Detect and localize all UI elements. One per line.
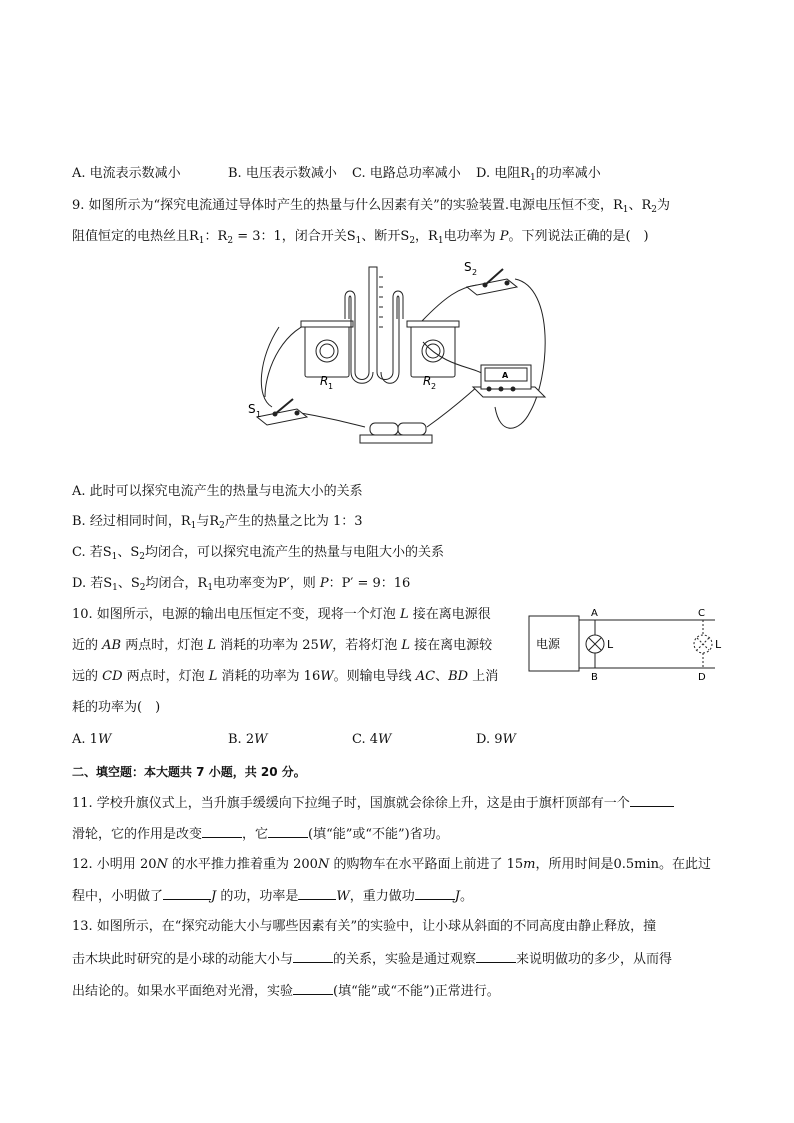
point-c-label: C (698, 608, 705, 619)
variable: AB (102, 638, 122, 653)
answer-blank[interactable] (293, 950, 333, 963)
text: A. 1 (72, 732, 98, 747)
text: 滑轮，它的作用是改变 (72, 827, 203, 842)
subscript: 2 (651, 205, 658, 215)
variable: CD (102, 669, 123, 684)
answer-blank[interactable] (298, 887, 336, 900)
battery-cell (370, 423, 398, 435)
unit: N (317, 857, 330, 872)
text: 为 (657, 198, 671, 213)
ammeter-label: A (502, 371, 509, 380)
subscript: 1 (530, 173, 536, 183)
unit: W (97, 732, 112, 747)
text: ，若将灯泡 (332, 638, 402, 653)
q8-option-b: B. 电压表示数减小 (228, 166, 337, 181)
text: 接在离电源很 (408, 607, 491, 622)
text: 的功，功率是 (216, 889, 299, 904)
answer-blank[interactable] (202, 825, 242, 838)
text: 的水平推力推着重为 200 (167, 857, 318, 872)
label-s1: S (248, 402, 256, 416)
bulb-label-1: L (607, 638, 614, 651)
text: 12. 小明用 20 (72, 857, 157, 872)
label-r2: R (423, 374, 432, 388)
text: (填“能”或“不能”)正常进行。 (333, 984, 500, 999)
wire (265, 321, 317, 397)
subscript: 2 (409, 236, 416, 246)
text: 电功率为 (443, 229, 500, 244)
q13-line1: 13. 如图所示，在“探究动能大小与哪些因素有关”的实验中，让小球从斜面的不同高度由静止释放，撞 (72, 919, 657, 934)
q8-option-d-text-end: 的功率减小 (535, 166, 601, 181)
q10-option-b (228, 731, 267, 749)
text: 出结论的。如果水平面绝对光滑，实验 (72, 984, 294, 999)
text: 、 (435, 669, 449, 684)
subscript: 1 (622, 205, 629, 215)
variable: L (207, 638, 216, 653)
text: B. 经过相同时间，R (72, 514, 191, 529)
text: 产生的热量之比为 1：3 (224, 514, 363, 529)
text: 10. 如图所示，电源的输出电压恒定不变，现将一个灯泡 (72, 607, 400, 622)
text: 的关系，实验是通过观察 (333, 952, 477, 967)
text: 消耗的功率为 16 (217, 669, 321, 684)
text: 均闭合，可以探究电流产生的热量与电阻大小的关系 (145, 545, 445, 560)
variable: AC (415, 669, 436, 684)
text: ：P′ = 9：16 (328, 576, 411, 591)
subscript: 2 (139, 583, 146, 593)
text: 来说明做功的多少，从而得 (516, 952, 673, 967)
q11-line1 (72, 794, 674, 813)
text: C. 若S (72, 545, 112, 560)
variable: L (401, 638, 410, 653)
subscript: 1 (112, 583, 118, 593)
variable: BD (448, 669, 469, 684)
text: B. 2 (228, 732, 255, 747)
text: 消耗的功率为 25 (216, 638, 319, 653)
answer-blank[interactable] (163, 887, 211, 900)
variable: L (399, 607, 409, 622)
text: ，R (415, 229, 438, 244)
label-r1: R (320, 374, 329, 388)
text: (填“能”或“不能”)省功。 (308, 827, 449, 842)
q9-stem-line2 (72, 228, 649, 250)
bulb-label-2: L (715, 638, 722, 651)
variable: P (499, 229, 509, 244)
answer-blank[interactable] (476, 950, 516, 963)
label-s2-sub: 2 (472, 268, 478, 277)
text: 上消 (468, 669, 499, 684)
q10-stem-line4: 耗的功率为( ) (72, 700, 161, 715)
text: 、S (117, 545, 140, 560)
variable: P (319, 576, 329, 591)
text: 的购物车在水平路面上前进了 15 (329, 857, 524, 872)
text: 程中，小明做了 (72, 889, 164, 904)
label-s2: S (464, 260, 472, 274)
q9-option-b (72, 513, 363, 535)
text: 近的 (72, 638, 103, 653)
subscript: 1 (437, 236, 444, 246)
text: D. 9 (476, 732, 503, 747)
source-label: 电源 (536, 637, 561, 651)
unit: N (156, 857, 168, 872)
unit: W (318, 638, 333, 653)
text: C. 4 (352, 732, 379, 747)
q12-line1 (72, 856, 711, 874)
text: = 3：1，闭合开关S (233, 229, 356, 244)
text: ，它 (242, 827, 269, 842)
q8-option-d (476, 165, 601, 187)
answer-blank[interactable] (293, 982, 333, 995)
q10-stem-line3 (72, 668, 498, 686)
q8-option-d-text: D. 电阻R (476, 166, 531, 181)
q9-experiment-figure (245, 257, 555, 452)
q9-option-c (72, 544, 444, 566)
label-r1-sub: 1 (328, 382, 334, 391)
battery-base (360, 435, 432, 443)
subscript: 1 (198, 236, 205, 246)
q8-option-c: C. 电路总功率减小 (352, 166, 461, 181)
text: 11. 学校升旗仪式上，当升旗手缓缓向下拉绳子时，国旗就会徐徐上升，这是由于旗杆顶部有一个 (72, 796, 630, 811)
point-a-label: A (591, 608, 598, 619)
subscript: 1 (355, 236, 362, 246)
text: 两点时，灯泡 (122, 669, 209, 684)
q9-option-a: A. 此时可以探究电流产生的热量与电流大小的关系 (72, 484, 363, 499)
text: 、断开S (361, 229, 410, 244)
variable: L (208, 669, 218, 684)
unit: W (254, 732, 268, 747)
unit: J (211, 889, 217, 904)
text: 两点时，灯泡 (121, 638, 208, 653)
switch-s2 (467, 279, 517, 295)
q9-option-d (72, 575, 410, 597)
subscript: 1 (207, 583, 214, 593)
text: 、S (117, 576, 140, 591)
text: 远的 (72, 669, 103, 684)
q13-line2 (72, 950, 672, 969)
text: 接在离电源较 (409, 638, 493, 653)
switch-s1 (257, 409, 307, 425)
point-b-label: B (591, 672, 598, 683)
q8-option-a: A. 电流表示数减小 (72, 166, 181, 181)
text: ，所用时间是0.5min。在此过 (535, 857, 711, 872)
subscript: 2 (139, 552, 146, 562)
q13-line3 (72, 982, 500, 1001)
subscript: 2 (227, 236, 234, 246)
label-s1-sub: 1 (256, 410, 262, 419)
subscript: 2 (219, 521, 225, 531)
text: ，重力做功 (349, 889, 415, 904)
answer-blank[interactable] (415, 887, 455, 900)
q10-option-a (72, 731, 111, 749)
unit: W (502, 732, 516, 747)
text: 与R (196, 514, 220, 529)
unit: W (336, 889, 350, 904)
text: 均闭合，R (145, 576, 208, 591)
answer-blank[interactable] (630, 794, 674, 807)
text: D. 若S (72, 576, 113, 591)
label-r2-sub: 2 (431, 382, 437, 391)
q11-line2 (72, 825, 449, 844)
text: 电功率变为P′，则 (213, 576, 320, 591)
q10-stem-line2 (72, 637, 492, 655)
point-d-label: D (698, 672, 706, 683)
q10-circuit-figure (525, 604, 727, 684)
q10-option-c (352, 731, 391, 749)
text: ：R (204, 229, 228, 244)
q9-stem-line1 (72, 197, 670, 219)
unit: W (378, 732, 392, 747)
text: 。则输电导线 (333, 669, 416, 684)
text: 击木块此时研究的是小球的动能大小与 (72, 952, 294, 967)
text: 9. 如图所示为“探究电流通过导体时产生的热量与什么因素有关”的实验装置.电源电压恒不变，R (72, 198, 623, 213)
subscript: 1 (111, 552, 118, 562)
text: 。下列说法正确的是( ) (508, 229, 649, 244)
jar-r1 (305, 325, 349, 377)
q12-line2 (72, 887, 473, 906)
text: 阻值恒定的电热丝且R (72, 229, 199, 244)
q10-stem-line1 (72, 606, 491, 624)
q10-option-d (476, 731, 516, 749)
text: 、R (628, 198, 652, 213)
answer-blank[interactable] (268, 825, 308, 838)
section-title: 二、填空题：本大题共 7 小题，共 20 分。 (72, 765, 306, 779)
unit: J (454, 889, 460, 904)
unit: m (523, 857, 536, 872)
text: 。 (459, 889, 473, 904)
unit: W (320, 669, 334, 684)
subscript: 1 (190, 521, 197, 531)
